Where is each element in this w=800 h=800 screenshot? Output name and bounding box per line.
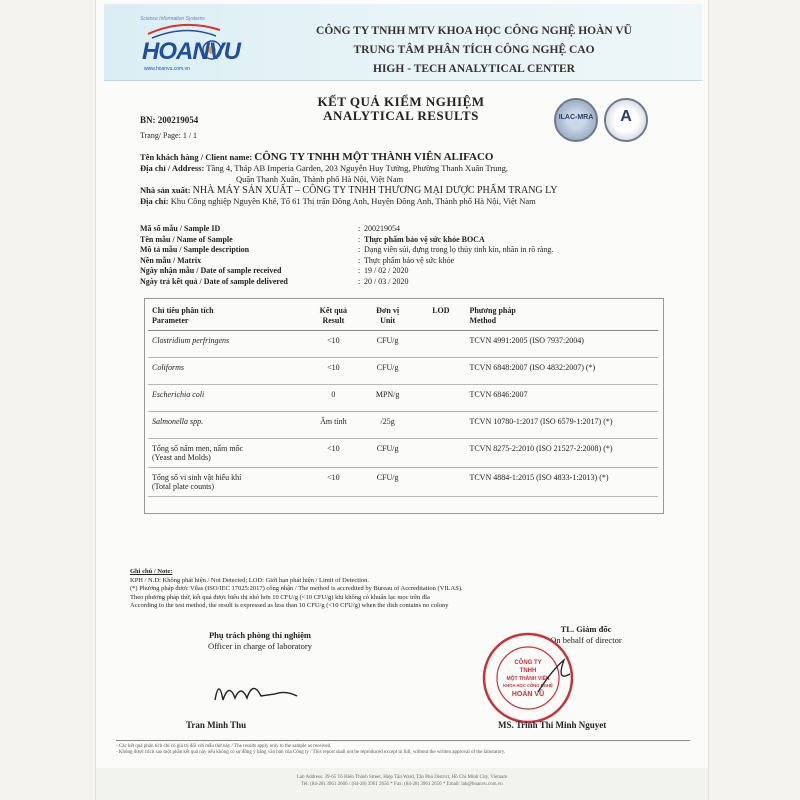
report-number: BN: 200219054 — [140, 115, 199, 125]
sample-value: 200219054 — [364, 224, 400, 233]
note-line: Theo phương pháp thử, kết quả được biểu thị nhỏ hơn 10 CFU/g (<10 CFU/g) khi không có khuẩn lạc mọc trên đĩa — [130, 593, 430, 601]
title-vi: KẾT QUẢ KIỂM NGHIỆM — [317, 94, 485, 109]
sample-key: Mã số mẫu / Sample ID — [140, 224, 221, 233]
footer-disclaimer — [116, 744, 690, 756]
table-row: Tổng số nấm men, nấm mốc (Yeast and Molds) <10 CFU/g TCVN 8275-2:2010 (ISO 21527-2:2008) (*) — [148, 439, 658, 468]
company-name: CÔNG TY TNHH MTV KHOA HỌC CÔNG NGHỆ HOÀN VŨ — [316, 25, 632, 37]
address-value-1: Tầng 4, Tháp AB Imperia Garden, 203 Nguyễn Huy Tưởng, Phường Thanh Xuân Trung, — [206, 163, 509, 173]
sample-row: Mô tả mẫu / Sample description : Dạng viên sủi, đựng trong lọ thủy tinh kín, nhãn in rõ ràng. — [140, 245, 554, 254]
logo-website: www.hoanvu.com.vn — [144, 66, 190, 72]
client-row — [140, 152, 700, 163]
footer-divider — [116, 740, 690, 741]
sample-key: Ngày nhận mẫu / Date of sample received — [140, 266, 282, 275]
lab-officer-name: Tran Minh Thu — [186, 720, 247, 730]
director-title-en: On behalf of director — [550, 635, 622, 645]
logo-tagline: Science Information Systems — [140, 16, 205, 22]
table-row: Escherichia coli 0 MPN/g TCVN 6846:2007 — [148, 385, 658, 412]
header-band — [104, 4, 702, 81]
sample-key: Nền mẫu / Matrix — [140, 255, 202, 265]
lab-address: Lab Address: 39-65 Tô Hiến Thành Street, Hiệp Tân Ward, Tân Phú District, Hồ Chí Minh City, Vietnam — [296, 775, 508, 780]
client-label: Tên khách hàng / Client name: — [140, 152, 253, 162]
svg-text:KHOA HỌC CÔNG NGHỆ: KHOA HỌC CÔNG NGHỆ — [503, 683, 553, 688]
center-name-vi: TRUNG TÂM PHÂN TÍCH CÔNG NGHỆ CAO — [353, 44, 595, 56]
sample-key: Ngày trả kết quả / Date of sample delivered — [140, 276, 288, 286]
title-en: ANALYTICAL RESULTS — [323, 108, 479, 123]
sample-value: Thực phẩm bảo vệ sức khỏe BOCA — [364, 234, 485, 244]
address-row — [140, 163, 700, 174]
lab-officer-signature-block — [160, 630, 360, 713]
sample-value: 20 / 03 / 2020 — [364, 276, 409, 286]
company-logo — [138, 16, 241, 78]
cert-right-text: A — [620, 108, 632, 125]
table-row: Clostridium perfringens <10 CFU/g TCVN 4991:2005 (ISO 7937:2004) — [148, 331, 658, 358]
svg-text:MỘT THÀNH VIÊN: MỘT THÀNH VIÊN — [506, 676, 550, 682]
page-number: Trang/ Page: 1 / 1 — [140, 131, 198, 140]
notes-block — [130, 568, 708, 611]
handwritten-signature-icon — [205, 670, 315, 710]
svg-text:CÔNG TY: CÔNG TY — [514, 660, 542, 666]
results-table — [148, 302, 658, 497]
col-method: Phương pháp Method — [465, 302, 658, 331]
col-lod: LOD — [416, 302, 465, 331]
sample-value: 19 / 02 / 2020 — [364, 266, 409, 275]
lab-officer-title-en: Officer in charge of laboratory — [207, 641, 312, 651]
sample-value: Dạng viên sủi, đựng trong lọ thủy tinh kín, nhãn in rõ ràng. — [364, 245, 554, 254]
client-info — [140, 152, 700, 207]
report-title — [236, 95, 566, 123]
table-row: Tổng số vi sinh vật hiếu khí (Total plate counts) <10 CFU/g TCVN 4884-1:2015 (ISO 4833-1:2013) (*) — [148, 468, 658, 497]
sample-row: Ngày nhận mẫu / Date of sample received : 19 / 02 / 2020 — [140, 266, 409, 275]
svg-text:TNHH: TNHH — [519, 668, 537, 674]
address-label: Địa chỉ / Address: — [140, 163, 205, 173]
ilac-mra-icon — [554, 98, 598, 142]
sample-row: Mã số mẫu / Sample ID : 200219054 — [140, 224, 400, 233]
director-name: MS. Trinh Thi Minh Nguyet — [498, 720, 607, 730]
producer-label: Nhà sản xuất: — [140, 185, 191, 195]
note-line: KPH / N.D: Không phát hiện / Not Detected; LOD: Giới hạn phát hiện / Limit of Detection. — [130, 576, 370, 584]
producer-address-label: Địa chỉ: — [140, 196, 169, 206]
company-block — [254, 22, 694, 79]
producer-address-row — [140, 196, 700, 207]
sample-value: Thực phẩm bảo vệ sức khỏe — [364, 255, 455, 265]
company-seal-stamp-icon — [480, 630, 576, 726]
note-line: According to the test method, the result is expressed as less than 10 CFU/g (<10 CFU/g) when the dish contains no colony — [130, 602, 449, 609]
col-parameter: Chỉ tiêu phân tích Parameter — [148, 302, 308, 331]
producer-row — [140, 185, 700, 196]
table-header-row — [148, 302, 658, 331]
producer-value: NHÀ MÁY SẢN XUẤT – CÔNG TY TNHH THƯƠNG MẠI DƯỢC PHẨM TRANG LY — [192, 185, 558, 196]
footer-contact — [96, 768, 708, 800]
col-result: Kết quả Result — [308, 302, 359, 331]
sample-row: Nền mẫu / Matrix : Thực phẩm bảo vệ sức khỏe — [140, 255, 455, 265]
sample-row: Tên mẫu / Name of Sample : Thực phẩm bảo vệ sức khỏe BOCA — [140, 234, 485, 244]
disclaimer-line: - Không được trích sao một phần kết quả này nếu không có sự đồng ý bằng văn bản của Công ty / This report shall not be reproduced except in full, without the written approval of the laboratory. — [116, 750, 506, 755]
report-document — [96, 0, 708, 800]
cert-left-text: ILAC-MRA — [558, 114, 594, 121]
sample-row: Ngày trả kết quả / Date of sample delivered : 20 / 03 / 2020 — [140, 276, 409, 286]
svg-text:HOÀN VŨ: HOÀN VŨ — [511, 691, 545, 698]
logo-word: HOANVU — [142, 38, 241, 65]
sample-key: Mô tả mẫu / Sample description — [140, 245, 250, 254]
vilas-accreditation-icon — [604, 98, 648, 142]
notes-heading: Ghi chú / Note: — [130, 568, 173, 575]
client-value: CÔNG TY TNHH MỘT THÀNH VIÊN ALIFACO — [254, 151, 494, 163]
sample-key: Tên mẫu / Name of Sample — [140, 234, 233, 244]
address-row-2 — [140, 174, 700, 185]
address-value-2: Quận Thanh Xuân, Thành phố Hà Nội, Việt Nam — [236, 174, 404, 184]
lab-contact: Tel: (84-28) 3961 2606 / (84-28) 3961 2656 * Fax: (84-28) 3961 2656 * Email: lab@hoanvu.com.vn — [301, 782, 503, 787]
col-unit: Đơn vị Unit — [359, 302, 416, 331]
sample-info — [140, 224, 700, 287]
director-title-vi: TL. Giám đốc — [560, 624, 612, 634]
note-line: (*) Phương pháp được Vilas (ISO/IEC 17025:2017) công nhận / The method is accredited by Bureau of Accreditation (VILAS). — [130, 585, 463, 592]
disclaimer-line: - Các kết quả phân tích chỉ có giá trị đối với mẫu thử này / The results apply only to the sample as received. — [116, 744, 332, 749]
producer-address-value: Khu Công nghiệp Nguyên Khê, Tổ 61 Thị trấn Đông Anh, Huyện Đông Anh, Thành phố Hà Nội, Việt Nam — [170, 196, 536, 206]
center-name-en: HIGH - TECH ANALYTICAL CENTER — [373, 63, 575, 75]
lab-officer-title-vi: Phụ trách phòng thí nghiệm — [208, 630, 312, 640]
table-row: Coliforms <10 CFU/g TCVN 6848:2007 (ISO 4832:2007) (*) — [148, 358, 658, 385]
table-row: Salmonella spp. Âm tính /25g TCVN 10780-1:2017 (ISO 6579-1:2017) (*) — [148, 412, 658, 439]
